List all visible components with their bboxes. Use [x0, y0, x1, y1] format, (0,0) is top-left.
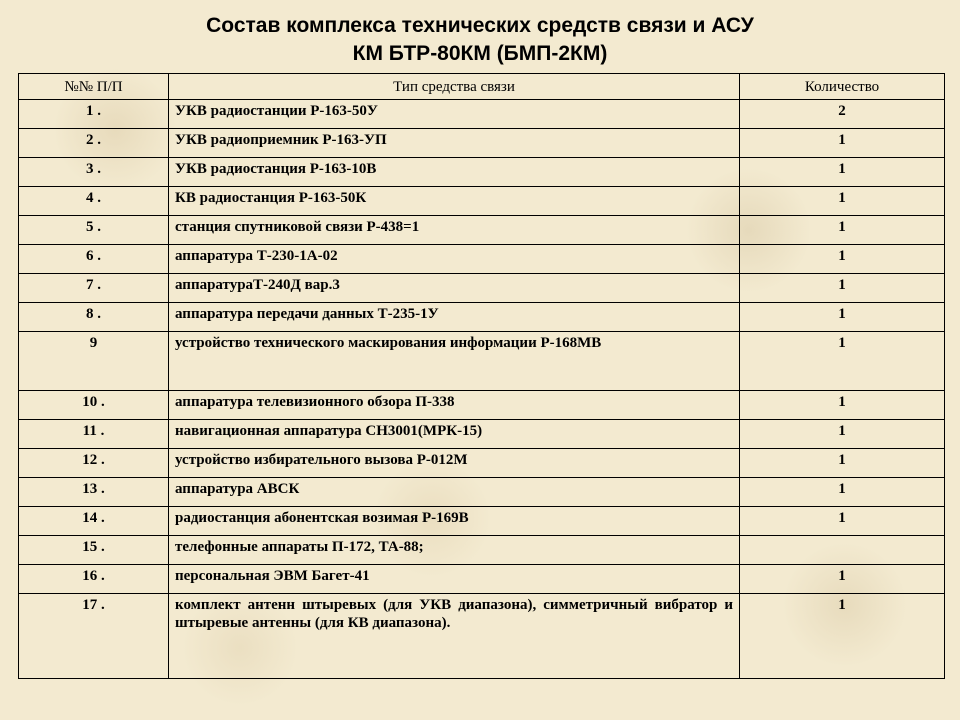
row-number: 17 .	[19, 594, 169, 679]
row-type: радиостанция абонентская возимая Р-169В	[169, 507, 740, 536]
row-number: 2 .	[19, 129, 169, 158]
row-quantity: 1	[740, 594, 945, 679]
equipment-table	[18, 73, 945, 679]
slide-title-line-1: Состав комплекса технических средств связи и АСУ	[206, 14, 754, 37]
row-quantity: 2	[740, 100, 945, 129]
row-type: устройство технического маскирования информации Р-168МВ	[169, 332, 740, 391]
row-quantity: 1	[740, 216, 945, 245]
slide-title	[0, 12, 960, 68]
row-type: станция спутниковой связи Р-438=1	[169, 216, 740, 245]
row-quantity: 1	[740, 245, 945, 274]
table-row	[19, 216, 945, 245]
row-quantity: 1	[740, 565, 945, 594]
row-quantity: 1	[740, 449, 945, 478]
table-row	[19, 100, 945, 129]
row-number: 16 .	[19, 565, 169, 594]
table-row	[19, 158, 945, 187]
table-row	[19, 594, 945, 679]
row-quantity: 1	[740, 303, 945, 332]
row-type: телефонные аппараты П-172, ТА-88;	[169, 536, 740, 565]
row-number: 14 .	[19, 507, 169, 536]
table-row	[19, 129, 945, 158]
row-quantity: 1	[740, 478, 945, 507]
row-type: УКВ радиостанция Р-163-10В	[169, 158, 740, 187]
row-type: персональная ЭВМ Багет-41	[169, 565, 740, 594]
row-number: 9	[19, 332, 169, 391]
row-quantity	[740, 536, 945, 565]
row-type: аппаратура телевизионного обзора П-338	[169, 391, 740, 420]
row-number: 8 .	[19, 303, 169, 332]
table-row	[19, 391, 945, 420]
row-type: навигационная аппаратура СН3001(МРК-15)	[169, 420, 740, 449]
table-row	[19, 245, 945, 274]
table-row	[19, 478, 945, 507]
row-number: 1 .	[19, 100, 169, 129]
row-number: 5 .	[19, 216, 169, 245]
row-number: 10 .	[19, 391, 169, 420]
header-number: №№ П/П	[19, 74, 169, 100]
table-row	[19, 507, 945, 536]
row-quantity: 1	[740, 158, 945, 187]
row-number: 3 .	[19, 158, 169, 187]
table-row	[19, 332, 945, 391]
row-type: КВ радиостанция Р-163-50К	[169, 187, 740, 216]
row-type: аппаратура АВСК	[169, 478, 740, 507]
row-number: 4 .	[19, 187, 169, 216]
table-row	[19, 420, 945, 449]
row-number: 11 .	[19, 420, 169, 449]
row-number: 7 .	[19, 274, 169, 303]
row-type: УКВ радиостанции Р-163-50У	[169, 100, 740, 129]
row-type: устройство избирательного вызова Р-012М	[169, 449, 740, 478]
row-number: 12 .	[19, 449, 169, 478]
row-number: 13 .	[19, 478, 169, 507]
table-row	[19, 187, 945, 216]
row-type: аппаратура передачи данных Т-235-1У	[169, 303, 740, 332]
row-quantity: 1	[740, 187, 945, 216]
slide-title-line-2: КМ БТР-80КМ (БМП-2КМ)	[352, 42, 608, 65]
table-row	[19, 536, 945, 565]
table-row	[19, 303, 945, 332]
row-quantity: 1	[740, 274, 945, 303]
header-type: Тип средства связи	[169, 74, 740, 100]
row-quantity: 1	[740, 332, 945, 391]
table-row	[19, 274, 945, 303]
row-type: УКВ радиоприемник Р-163-УП	[169, 129, 740, 158]
row-number: 15 .	[19, 536, 169, 565]
row-type: аппаратураТ-240Д вар.3	[169, 274, 740, 303]
header-quantity: Количество	[740, 74, 945, 100]
row-quantity: 1	[740, 507, 945, 536]
table-row	[19, 449, 945, 478]
row-type: комплект антенн штыревых (для УКВ диапазона), симметричный вибратор и штыревые антенны (для КВ диапазона).	[169, 594, 740, 679]
table-header-row	[19, 74, 945, 100]
table-row	[19, 565, 945, 594]
row-quantity: 1	[740, 391, 945, 420]
row-quantity: 1	[740, 129, 945, 158]
row-type: аппаратура Т-230-1А-02	[169, 245, 740, 274]
row-quantity: 1	[740, 420, 945, 449]
row-number: 6 .	[19, 245, 169, 274]
